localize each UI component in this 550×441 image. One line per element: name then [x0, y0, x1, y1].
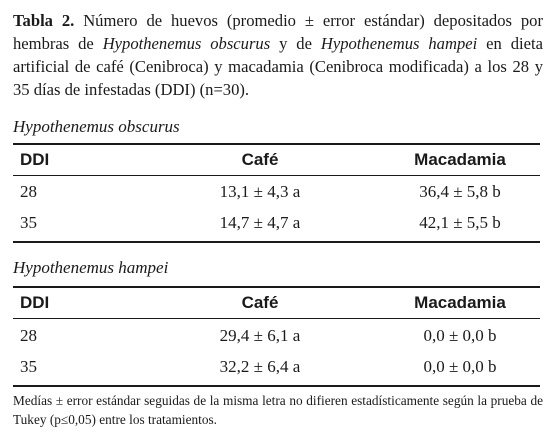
- table-1-bottom-rule: [13, 241, 540, 243]
- header-ddi: DDI: [20, 150, 50, 169]
- table-1-top-rule: [13, 143, 540, 145]
- table-2-row-1-cafe: 29,4 ± 6,1 a: [219, 326, 301, 345]
- header-macadamia: Macadamia: [414, 293, 506, 312]
- table-2-row-1-macadamia: 0,0 ± 0,0 b: [423, 326, 497, 345]
- table-1-row-1-macadamia: 36,4 ± 5,8 b: [419, 182, 501, 201]
- species-title-obscurus: Hypothenemus obscurus: [13, 117, 180, 136]
- caption-text-4: en dieta artificial de café (Cenibroca) y macadamia (Cenibroca modificada) a los 28 y 35 días de infestadas (DDI) (n=30).: [13, 34, 543, 99]
- table-2-top-rule: [13, 286, 540, 288]
- caption-text-3: y de: [270, 34, 321, 53]
- table-2-row-2-macadamia: 0,0 ± 0,0 b: [423, 357, 497, 376]
- table-caption: [13, 9, 543, 101]
- caption-species-2: Hypothenemus hampei: [320, 34, 478, 53]
- table-2-row-2-cafe: 32,2 ± 6,4 a: [219, 357, 301, 376]
- header-macadamia: Macadamia: [414, 150, 506, 169]
- table-1-header-rule: [13, 175, 540, 176]
- table-1-row-1-cafe: 13,1 ± 4,3 a: [219, 182, 301, 201]
- table-1-row-2-macadamia: 42,1 ± 5,5 b: [419, 213, 501, 232]
- table-1-row-2-cafe: 14,7 ± 4,7 a: [219, 213, 301, 232]
- caption-species-1: Hypothenemus obscurus: [102, 34, 271, 53]
- table-2-header-rule: [13, 318, 540, 319]
- caption-text-1: Número de huevos (promedio ± error estándar) depositados: [74, 11, 512, 30]
- header-ddi: DDI: [20, 293, 50, 312]
- caption-label: Tabla 2.: [13, 11, 75, 30]
- header-cafe: Café: [241, 293, 279, 312]
- species-title-hampei: Hypothenemus hampei: [13, 258, 169, 277]
- table-1-row-1-ddi: 28: [20, 182, 37, 201]
- table-2-bottom-rule: [13, 385, 540, 387]
- header-cafe: Café: [241, 150, 279, 169]
- table-2-row-1-ddi: 28: [20, 326, 37, 345]
- caption-text-2: por hembras de: [13, 11, 543, 53]
- table-footnote: Medías ± error estándar seguidas de la misma letra no difieren estadísticamente según la prueba de Tukey (p≤0,05) entre los tratamientos.: [13, 393, 543, 427]
- table-2-row-2-ddi: 35: [20, 357, 37, 376]
- table-1-row-2-ddi: 35: [20, 213, 37, 232]
